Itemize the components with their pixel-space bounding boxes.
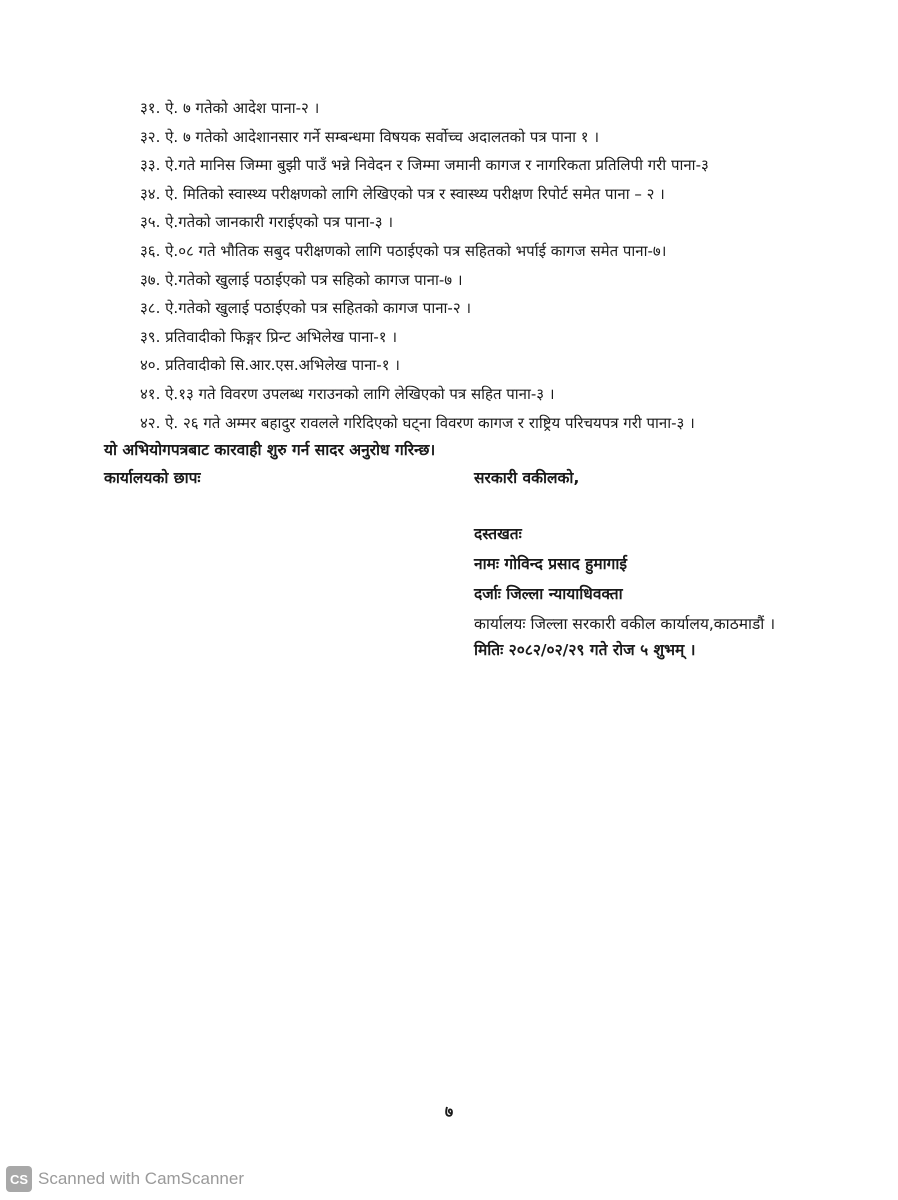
- list-item: ३७. ऐ.गतेको खुलाई पठाईएको पत्र सहिको कागज पाना-७ ।: [140, 270, 463, 289]
- signature-label: दस्तखतः: [474, 525, 522, 543]
- list-item: ३२. ऐ. ७ गतेको आदेशानसार गर्ने सम्बन्धमा विषयक सर्वोच्च अदालतको पत्र पाना १ ।: [140, 127, 600, 146]
- list-item: ४१. ऐ.१३ गते विवरण उपलब्ध गराउनको लागि लेखिएको पत्र सहित पाना-३ ।: [140, 384, 555, 403]
- signature-date: मितिः २०८२/०२/२९ गते रोज ५ शुभम् ।: [474, 641, 696, 659]
- signatory-rank: दर्जाः जिल्ला न्यायाधिवक्ता: [474, 585, 623, 603]
- office-stamp-label: कार्यालयको छापः: [104, 469, 201, 487]
- page-number: ७: [444, 1102, 454, 1121]
- camscanner-logo-icon: CS: [6, 1166, 32, 1192]
- camscanner-watermark: [6, 1166, 244, 1192]
- signature-heading: सरकारी वकीलको,: [474, 469, 580, 487]
- signatory-name: नामः गोविन्द प्रसाद हुमागाई: [474, 555, 628, 573]
- signature-block: [474, 466, 874, 664]
- annex-list: [140, 94, 860, 437]
- list-item: ३९. प्रतिवादीको फिङ्गर प्रिन्ट अभिलेख पाना-१ ।: [140, 327, 398, 346]
- list-item: ४२. ऐ. २६ गते अम्मर बहादुर रावलले गरिदिएको घट्ना विवरण कागज र राष्ट्रिय परिचयपत्र गरी पाना-३ ।: [140, 413, 695, 432]
- list-item: ३६. ऐ.०८ गते भौतिक सबुद परीक्षणको लागि पठाईएको पत्र सहितको भर्पाई कागज समेत पाना-७।: [140, 241, 667, 260]
- list-item: ४०. प्रतिवादीको सि.आर.एस.अभिलेख पाना-१ ।: [140, 356, 400, 375]
- list-item: ३१. ऐ. ७ गतेको आदेश पाना-२ ।: [140, 99, 320, 117]
- request-statement: यो अभियोगपत्रबाट कारवाही शुरु गर्न सादर अनुरोध गरिन्छ।: [104, 441, 436, 459]
- list-item: ३५. ऐ.गतेको जानकारी गराईएको पत्र पाना-३ ।: [140, 213, 394, 232]
- signatory-office: कार्यालयः जिल्ला सरकारी वकील कार्यालय,काठमाडौं ।: [474, 615, 776, 633]
- watermark-text: Scanned with CamScanner: [38, 1169, 245, 1188]
- list-item: ३८. ऐ.गतेको खुलाई पठाईएको पत्र सहितको कागज पाना-२ ।: [140, 299, 472, 318]
- list-item: ३३. ऐ.गते मानिस जिम्मा बुझी पाउँ भन्ने निवेदन र जिम्मा जमानी कागज र नागरिकता प्रतिलिपी गरी पाना-३: [140, 156, 709, 175]
- list-item: ३४. ऐ. मितिको स्वास्थ्य परीक्षणको लागि लेखिएको पत्र र स्वास्थ्य परीक्षण रिपोर्ट समेत पाना – २ ।: [140, 184, 665, 203]
